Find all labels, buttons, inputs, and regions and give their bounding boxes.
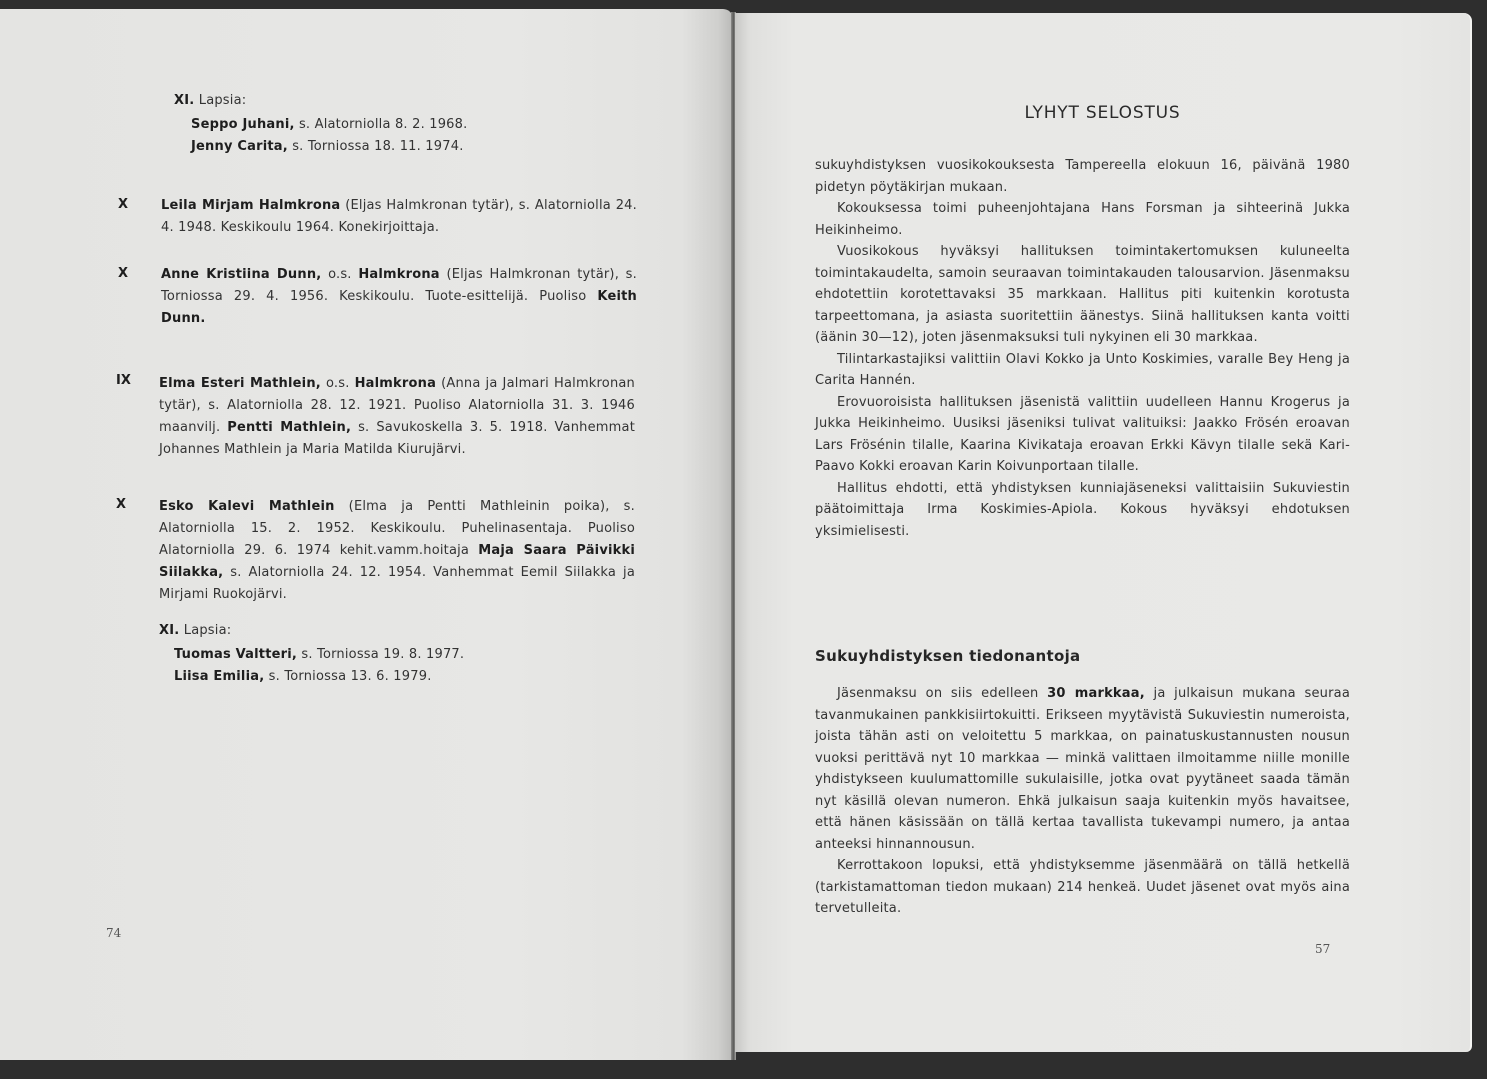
- child-name: Seppo Juhani,: [191, 117, 295, 132]
- report-paragraph: Hallitus ehdotti, että yhdistyksen kunniajäseneksi valittaisiin Sukuviestin päätoimittaja Irma Koskimies-Apiola. Kokous hyväksyi ehdotuksen yksimielisesti.: [815, 480, 1350, 539]
- section-paragraph: Kerrottakoon lopuksi, että yhdistyksemme jäsenmäärä on tällä hetkellä (tarkistamattoman tiedon mukaan) 214 henkeä. Uudet jäsenet ovat myös aina tervetulleita.: [815, 858, 1350, 916]
- genealogy-entry: [161, 264, 637, 330]
- section-paragraph: [815, 683, 1350, 855]
- entry-text: o.s.: [321, 267, 359, 282]
- generation-marker: X: [116, 497, 127, 512]
- right-page: [735, 13, 1472, 1052]
- child-name: Tuomas Valtteri,: [174, 647, 298, 662]
- generation-label: XI.: [174, 93, 195, 108]
- person-name: Anne Kristiina Dunn,: [161, 267, 322, 282]
- page-number: 74: [106, 926, 122, 940]
- person-name: Halmkrona: [354, 376, 437, 391]
- child-details: s. Torniossa 13. 6. 1979.: [264, 669, 432, 684]
- child-details: s. Torniossa 19. 8. 1977.: [297, 647, 465, 662]
- report-paragraph: Tilintarkastajiksi valittiin Olavi Kokko ja Unto Koskimies, varalle Bey Heng ja Carita Hannén.: [815, 351, 1350, 388]
- page-title: LYHYT SELOSTUS: [1024, 103, 1181, 123]
- report-paragraph: sukuyhdistyksen vuosikokouksesta Tampereella elokuun 16, päivänä 1980 pidetyn pöytäkirjan mukaan.: [815, 158, 1350, 195]
- generation-marker: X: [118, 266, 129, 281]
- entry-text: s. Alatorniolla 24. 12. 1954. Vanhemmat Eemil Siilakka ja Mirjami Ruokojärvi.: [159, 565, 635, 602]
- generation-marker: IX: [116, 373, 131, 388]
- generation-label: XI.: [159, 623, 180, 638]
- person-name: Elma Esteri Mathlein,: [159, 376, 321, 391]
- person-name: Keith Dunn.: [161, 289, 637, 326]
- person-name: Esko Kalevi Mathlein: [159, 499, 335, 514]
- entry-text: (Elma ja Pentti Mathleinin poika), s. Alatorniolla 15. 2. 1952. Keskikoulu. Puhelinasentaja. Puoliso Alatorniolla 29. 6. 1974 kehit.vamm.hoitaja: [159, 499, 635, 558]
- report-body: [815, 155, 1350, 542]
- child-name: Jenny Carita,: [191, 139, 288, 154]
- child-entry: [191, 137, 464, 157]
- genealogy-entry: [159, 496, 635, 606]
- report-paragraph: Erovuoroisista hallituksen jäsenistä valittiin uudelleen Hannu Krogerus ja Jukka Heikinheimo. Uusiksi jäseniksi tulivat valituiksi: Jaakko Frösén eroavan Lars Frösénin tilalle, Kaarina Kivikataja eroavan Erkki Kävyn tilalle sekä Kari-Paavo Kokki eroavan Karin Koivunportaan tilalle.: [815, 394, 1350, 474]
- child-name: Liisa Emilia,: [174, 669, 265, 684]
- children-block-1: [174, 91, 246, 111]
- generation-marker: X: [118, 197, 129, 212]
- entry-text: o.s.: [320, 376, 355, 391]
- report-paragraph: Vuosikokous hyväksyi hallituksen toimintakertomuksen kuluneelta toimintakaudelta, samoin seuraavan toimintakauden talousarvion. Jäsenmaksu ehdotettiin korotettavaksi 35 markkaan. Hallitus piti kuitenkin korotusta tarpeettomana, ja asiasta suoritettiin äänestys. Siinä hallituksen kanta voitti (äänin 30—12), joten jäsenmaksuksi tuli nykyinen eli 30 markkaa.: [815, 244, 1350, 345]
- text-run: ja julkaisun mukana seuraa tavanmukainen pankkisiirtokuitti. Erikseen myytävistä Sukuviestin numeroista, joista tähän asti on veloitettu 5 markkaa, on painatuskustannusten nousun vuoksi perittävä nyt 10 markkaa — minkä valittaen ilmoitamme niille monille yhdistykseen kuulumattomille sukulaisille, jotka ovat pyytäneet saada tämän nyt käsillä olevan numeron. Ehkä julkaisun saaja kuitenkin myös havaitsee, että hänen käsissään on tällä kertaa tavallista tukevampi numero, ja antaa anteeksi hinnannousun.: [815, 686, 1350, 852]
- entry-text: s. Savukoskella 3. 5. 1918. Vanhemmat Johannes Mathlein ja Maria Matilda Kiurujärvi.: [159, 420, 635, 457]
- entry-text: (Eljas Halmkronan tytär), s. Torniossa 29. 4. 1956. Keskikoulu. Tuote-esittelijä. Puoliso: [161, 267, 637, 304]
- entry-text: (Eljas Halmkronan tytär), s. Alatorniolla 24. 4. 1948. Keskikoulu 1964. Konekirjoittaja.: [161, 198, 637, 235]
- genealogy-entry: [159, 373, 635, 461]
- genealogy-entry: [161, 195, 637, 239]
- section-heading: Sukuyhdistyksen tiedonantoja: [815, 647, 1081, 665]
- children-label: Lapsia:: [198, 93, 247, 108]
- child-details: s. Torniossa 18. 11. 1974.: [287, 139, 464, 154]
- child-details: s. Alatorniolla 8. 2. 1968.: [294, 117, 468, 132]
- text-run: Jäsenmaksu on siis edelleen: [837, 686, 1048, 701]
- child-entry: [174, 645, 464, 665]
- person-name: Maja Saara Päivikki Siilakka,: [159, 543, 635, 580]
- child-entry: [174, 667, 432, 687]
- left-page: [0, 9, 733, 1060]
- section-body: [815, 683, 1350, 920]
- page-number: 57: [1315, 942, 1331, 956]
- entry-text: (Anna ja Jalmari Halmkronan tytär), s. Alatorniolla 28. 12. 1921. Puoliso Alatorniolla 31. 3. 1946 maanvilj.: [159, 376, 635, 435]
- child-entry: [191, 115, 467, 135]
- report-paragraph: Kokouksessa toimi puheenjohtajana Hans Forsman ja sihteerinä Jukka Heikinheimo.: [815, 201, 1350, 238]
- person-name: Leila Mirjam Halmkrona: [161, 198, 341, 213]
- children-block-2: [159, 621, 231, 641]
- person-name: Pentti Mathlein,: [227, 420, 352, 435]
- person-name: Halmkrona: [358, 267, 440, 282]
- children-label: Lapsia:: [183, 623, 232, 638]
- membership-fee: 30 markkaa,: [1047, 686, 1145, 701]
